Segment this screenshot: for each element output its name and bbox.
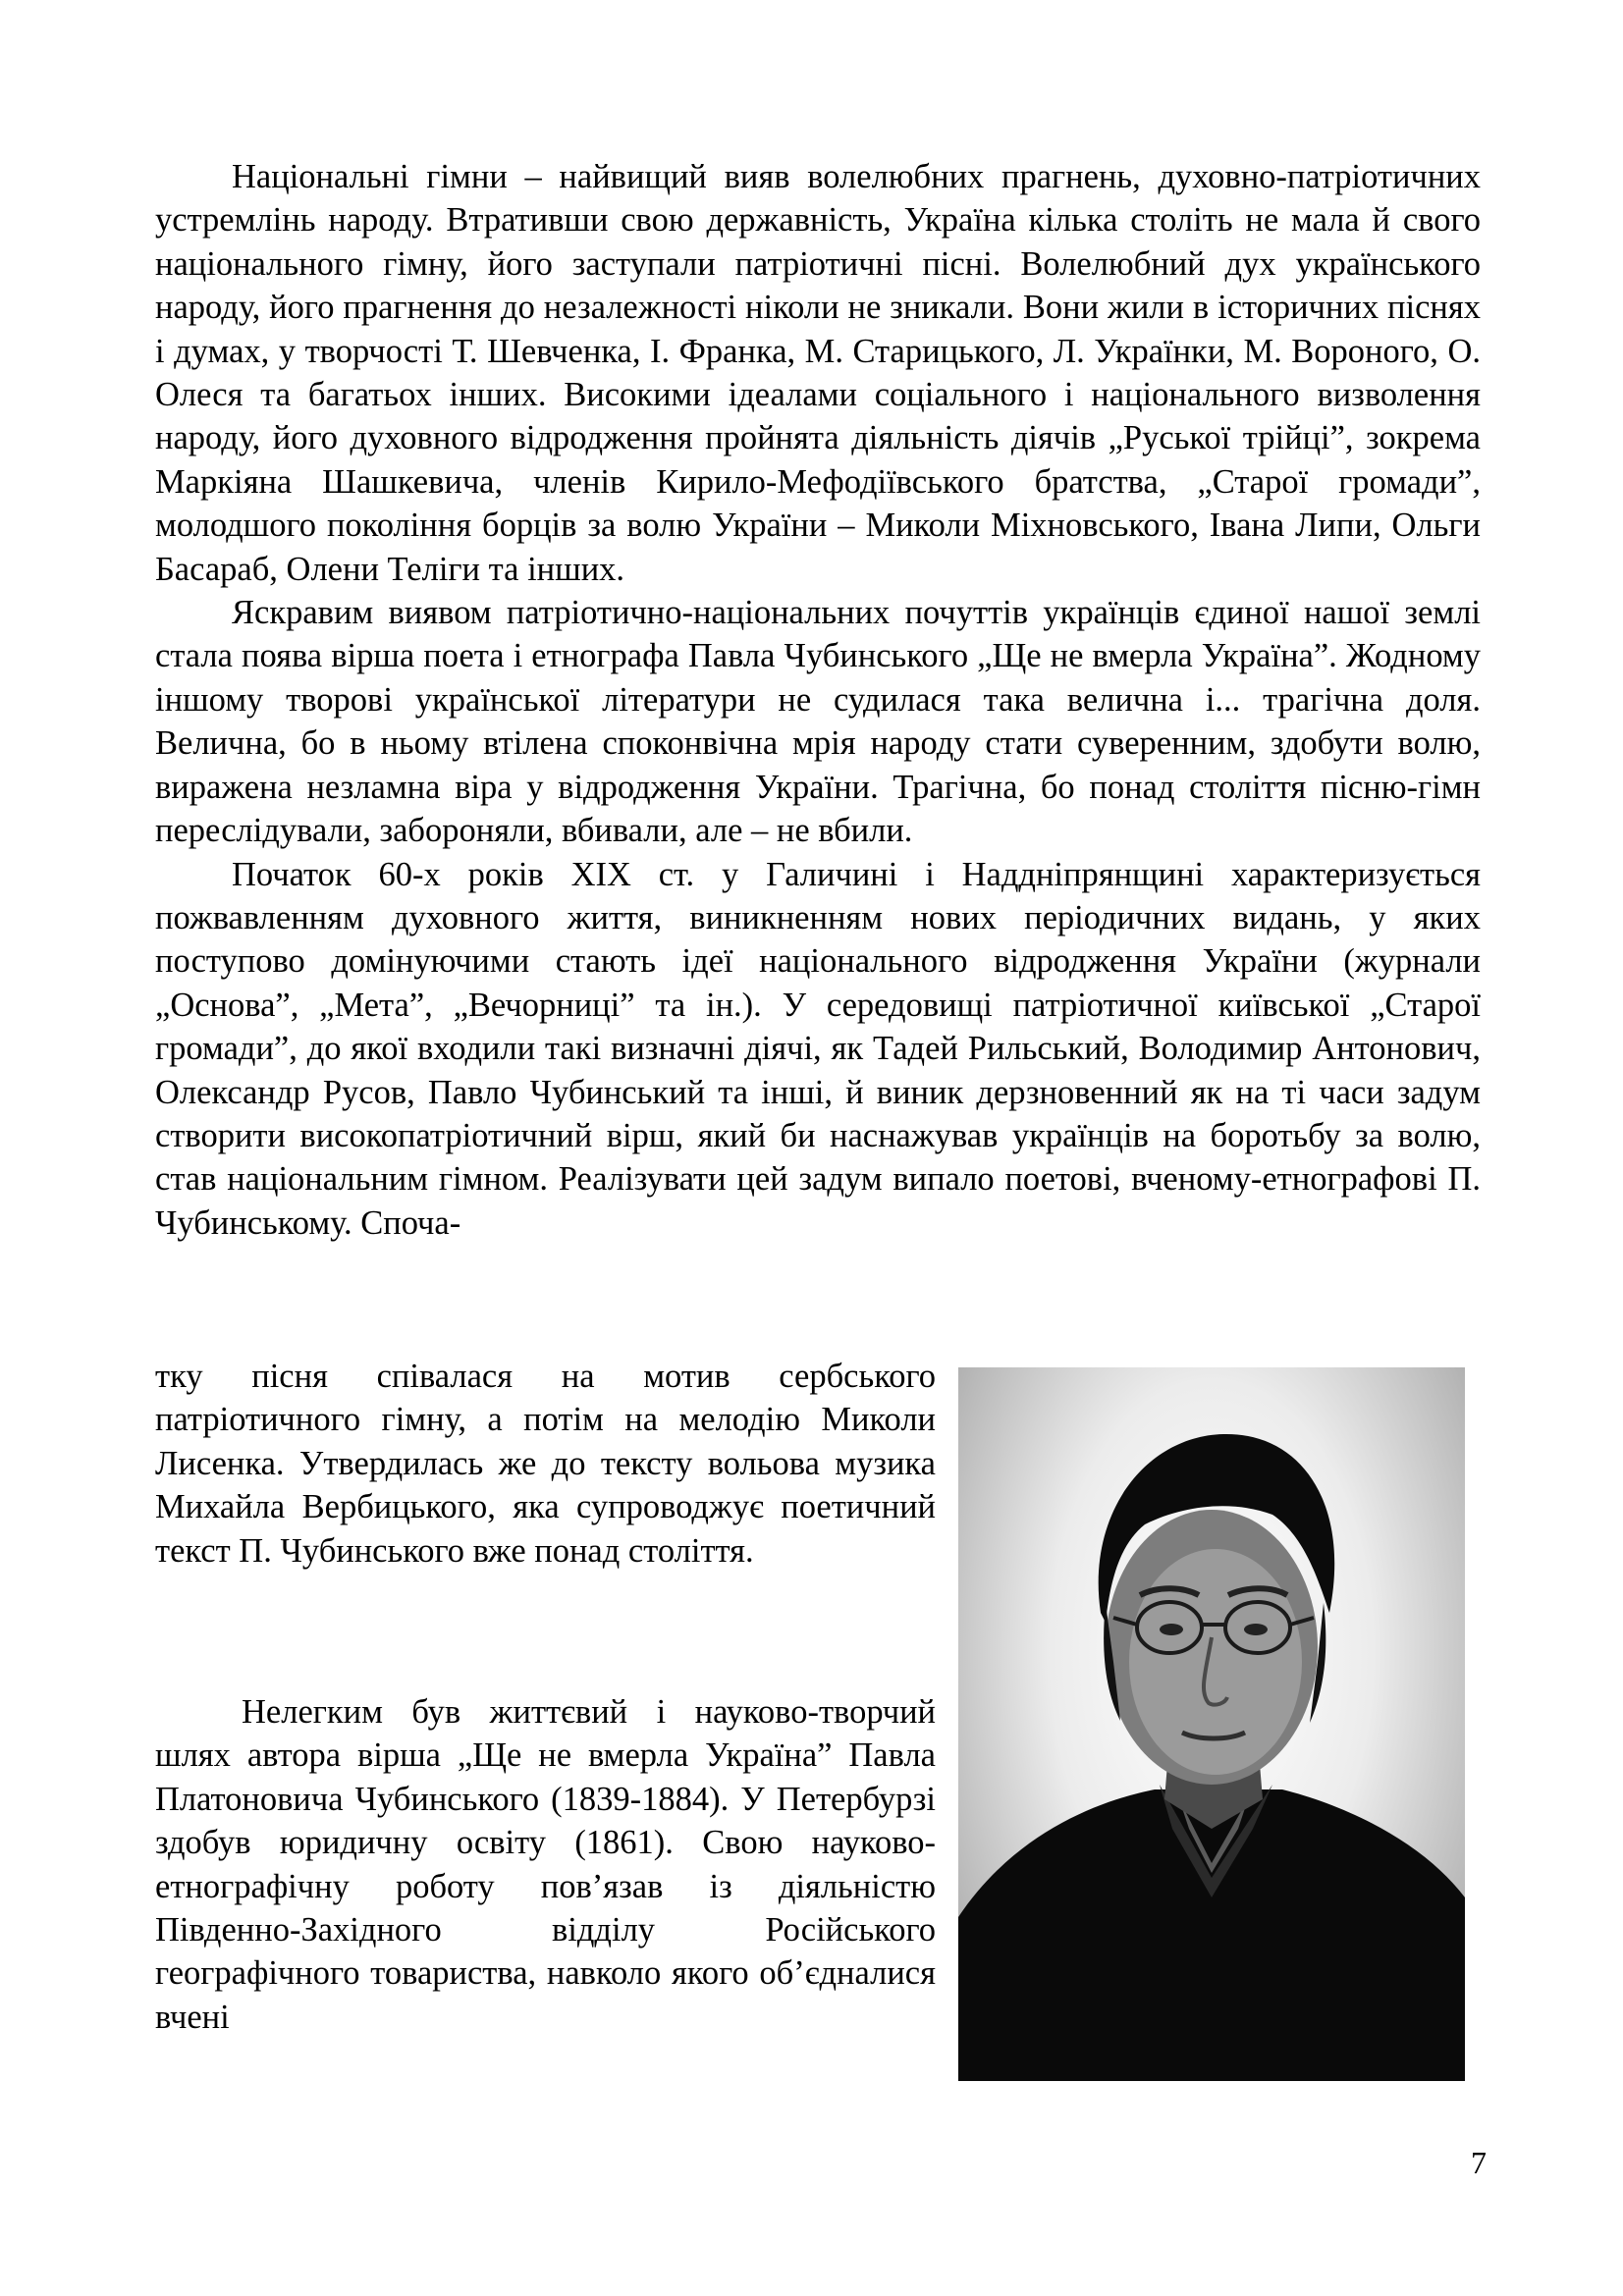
- paragraph-sixties: Початок 60-х років XIX ст. у Галичині і Наддніпрянщині характеризується пожвавленням духовного життя, виникненням нових періодичних видань, у яких поступово домінуючими стають ідеї національного відродження України (журнали „Основа”, „Мета”, „Вечорниці” та ін.). У середовищі патріотичної київської „Старої громади”, до якої входили такі визначні діячі, як Тадей Рильський, Володимир Антонович, Олександр Русов, Павло Чубинський та інші, й виник дерзновенний як на ті часи задум створити високопатріотичний вірш, який би наснажував українців на боротьбу за волю, став національним гімном. Реалізувати цей задум випало поетові, вченому-етнографові П. Чубинському. Споча-: [155, 855, 1481, 1242]
- portrait-illustration: [958, 1367, 1465, 2081]
- paragraph-poem-appearance: Яскравим виявом патріотично-національних почуттів українців єдиної нашої землі стала поява вірша поета і етнографа Павла Чубинського „Ще не вмерла Україна”. Жодному іншому творові української літератури не судилася така велична і... трагічна доля. Велична, бо в ньому втілена споконвічна мрія народу стати суверенним, здобути волю, виражена незламна віра у відродження України. Трагічна, бо понад століття пісню-гімн переслідували, забороняли, вбивали, але – не вбили.: [155, 594, 1481, 850]
- paragraph-anthems: Національні гімни – найвищий вияв волелюбних прагнень, духовно-патріотичних устремлінь народу. Втративши свою державність, Україна кілька століть не мала й свого національного гімну, його заступали патріотичні пісні. Волелюбний дух українського народу, його прагнення до незалежності ніколи не зникали. Вони жили в історичних піснях і думах, у творчості Т. Шевченка, І. Франка, М. Старицького, Л. Українки, М. Вороного, О. Олеся та багатьох інших. Високими ідеалами соціального і національного визволення народу, його духовного відродження пройнята діяльність діячів „Руської трійці”, зокрема Маркіяна Шашкевича, членів Кирило-Мефодіївського братства, „Старої громади”, молодшого покоління борців за волю України – Миколи Міхновського, Івана Липи, Ольги Басараб, Олени Теліги та інших.: [155, 158, 1481, 588]
- main-text-block: [155, 155, 1481, 1245]
- portrait-photo: [958, 1367, 1465, 2081]
- page-number: 7: [1471, 2145, 1487, 2180]
- paragraph-sixties-continued: тку пісня співалася на мотив сербського патріотичного гімну, а потім на мелодію Миколи Лисенка. Утвердилась же до тексту вольова музика Михайла Вербицького, яка супроводжує поетичний текст П. Чубинського вже понад століття.: [155, 1358, 936, 1570]
- wrapped-text-column-top: [155, 1355, 936, 1573]
- paragraph-biography: Нелегким був життєвий і науково-творчий шлях автора вірша „Ще не вмерла Україна” Павла Платоновича Чубинського (1839-1884). У Петербурзі здобув юридичну освіту (1861). Свою науково-етнографічну роботу пов’язав із діяльністю Південно-Західного відділу Російського географічного товариства, навколо якого об’єдналися вчені: [155, 1693, 936, 2036]
- wrapped-text-column-bottom: [155, 1690, 936, 2039]
- portrait-coat: [958, 1789, 1465, 2081]
